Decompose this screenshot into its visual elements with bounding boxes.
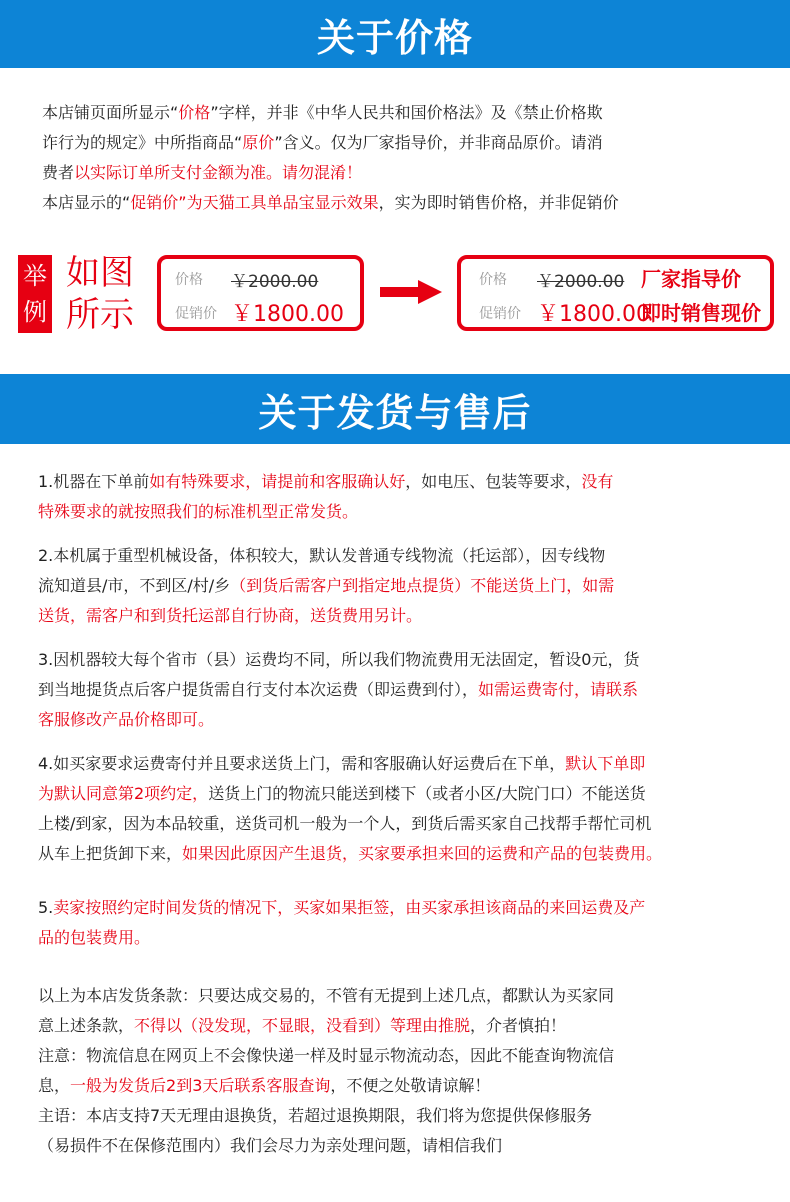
shipping-term-paragraph	[38, 749, 760, 869]
body-text: 息，	[38, 1076, 71, 1095]
highlight-text: 不得以（没发现，不显眼，没看到）等理由推脱	[134, 1016, 471, 1035]
body-text: ”字样，并非《中华人民共和国价格法》及《禁止价格欺	[210, 103, 603, 122]
text-line	[38, 1131, 760, 1161]
body-text: 送货上门的物流只能送到楼下（或者小区/大院门口）不能送货	[208, 784, 646, 803]
text-line	[38, 571, 760, 601]
shipping-section-title: 关于发货与售后	[258, 390, 532, 435]
shipping-section-banner	[0, 374, 790, 444]
body-text: 费者	[42, 163, 75, 182]
body-text: 注意：物流信息在网页上不会像快递一样及时显示物流动态，因此不能查询物流信	[38, 1046, 615, 1065]
promo-price: ￥1800.00	[231, 302, 344, 327]
body-text: 1.机器在下单前	[38, 472, 150, 491]
original-price: ￥2000.00	[537, 272, 625, 292]
text-line	[38, 981, 760, 1011]
text-line	[38, 497, 760, 527]
body-text: 流知道县/市，不到区/村/乡	[38, 576, 231, 595]
text-line	[38, 705, 760, 735]
text-line	[38, 645, 760, 675]
text-line	[38, 839, 760, 869]
example-tag-char: 例	[23, 298, 47, 326]
body-text: ，如电压、包装等要求，	[405, 472, 582, 491]
highlight-text: 如有特殊要求，请提前和客服确认好	[149, 472, 406, 491]
highlight-text: 如需运费寄付，请联系	[478, 680, 639, 699]
body-text: 从车上把货卸下来，	[38, 844, 183, 863]
body-text: 2.本机属于重型机械设备，体积较大，默认发普通专线物流（托运部），因专线物	[38, 546, 606, 565]
text-line	[38, 467, 760, 497]
example-title-line: 所示	[66, 295, 134, 335]
price-label: 价格	[479, 272, 507, 288]
highlight-text: 特殊要求的就按照我们的标准机型正常发货。	[38, 502, 359, 521]
body-text: 主语：本店支持7天无理由退换货，若超过退换期限，我们将为您提供保修服务	[38, 1106, 593, 1125]
text-line	[38, 923, 760, 953]
current-price-note: 即时销售现价	[641, 301, 761, 325]
highlight-text: 以实际订单所支付金额为准。请勿混淆！	[74, 163, 363, 182]
highlight-text: 没有	[581, 472, 614, 491]
text-line	[38, 1011, 760, 1041]
price-section-banner	[0, 0, 790, 68]
highlight-text: 品的包装费用。	[38, 928, 151, 947]
highlight-text: 客服修改产品价格即可。	[38, 710, 215, 729]
highlight-text: 卖家按照约定时间发货的情况下，买家如果拒签，由买家承担该商品的来回运费及产	[53, 898, 646, 917]
highlight-text: 送货，需客户和到货托运部自行协商，送货费用另计。	[38, 606, 423, 625]
highlight-text: 为默认同意第2项约定，	[38, 784, 209, 803]
body-text: （易损件不在保修范围内）我们会尽力为亲处理问题，请相信我们	[38, 1136, 503, 1155]
body-text: 意上述条款，	[38, 1016, 135, 1035]
text-line	[42, 188, 764, 218]
highlight-text: 价格	[178, 103, 211, 122]
text-line	[38, 1041, 760, 1071]
highlight-text: 默认下单即	[565, 754, 646, 773]
text-line	[38, 675, 760, 705]
promo-label: 促销价	[175, 306, 217, 322]
text-line	[38, 749, 760, 779]
body-text: ，介者慎拍！	[470, 1016, 567, 1035]
body-text: ，不便之处敬请谅解！	[330, 1076, 491, 1095]
text-line	[38, 893, 760, 923]
body-text: 3.因机器较大每个省市（县）运费均不同，所以我们物流费用无法固定，暂设0元，货	[38, 650, 640, 669]
text-line	[42, 158, 764, 188]
example-title	[66, 252, 134, 336]
text-line	[38, 601, 760, 631]
shipping-term-paragraph	[38, 467, 760, 527]
text-line	[42, 98, 764, 128]
text-line	[38, 1101, 760, 1131]
shipping-term-paragraph	[38, 893, 760, 953]
text-line	[42, 128, 764, 158]
highlight-text: 一般为发货后2到3天后联系客服查询	[70, 1076, 331, 1095]
body-text: 本店显示的“	[42, 193, 131, 212]
body-text: 到当地提货点后客户提货需自行支付本次运费（即运费到付），	[38, 680, 479, 699]
highlight-text: 促销价”为天猫工具单品宝显示效果	[130, 193, 379, 212]
body-text: 4.如买家要求运费寄付并且要求送货上门，需和客服确认好运费后在下单，	[38, 754, 566, 773]
body-text: 上楼/到家，因为本品较重，送货司机一般为一个人，到货后需买家自己找帮手帮忙司机	[38, 814, 652, 833]
shipping-term-paragraph	[38, 645, 760, 735]
text-line	[38, 1071, 760, 1101]
price-section-title: 关于价格	[316, 15, 473, 60]
arrow-right-icon	[380, 280, 442, 304]
example-tag-char: 举	[23, 262, 47, 290]
body-text: 本店铺页面所显示“	[42, 103, 179, 122]
example-title-line: 如图	[66, 253, 134, 293]
promo-price: ￥1800.00	[537, 302, 650, 327]
body-text: 5.	[38, 898, 54, 917]
price-notice-text	[42, 98, 764, 218]
highlight-text: 原价	[242, 133, 275, 152]
body-text: 诈行为的规定》中所指商品“	[42, 133, 243, 152]
text-line	[38, 541, 760, 571]
example-tag	[18, 255, 52, 333]
highlight-text: 如果因此原因产生退货，买家要承担来回的运费和产品的包装费用。	[182, 844, 663, 863]
text-line	[38, 809, 760, 839]
shipping-term-paragraph	[38, 541, 760, 631]
guide-price-note: 厂家指导价	[641, 267, 741, 291]
price-label: 价格	[175, 272, 203, 288]
promo-label: 促销价	[479, 306, 521, 322]
original-price: ￥2000.00	[231, 272, 319, 292]
price-box-before	[157, 255, 364, 331]
shipping-term-paragraph	[38, 981, 760, 1161]
body-text: 以上为本店发货条款：只要达成交易的，不管有无提到上述几点，都默认为买家同	[38, 986, 615, 1005]
price-box-after	[457, 255, 774, 331]
body-text: ”含义。仅为厂家指导价，并非商品原价。请消	[274, 133, 603, 152]
highlight-text: （到货后需客户到指定地点提货）不能送货上门，如需	[230, 576, 615, 595]
body-text: ，实为即时销售价格，并非促销价	[378, 193, 619, 212]
text-line	[38, 779, 760, 809]
